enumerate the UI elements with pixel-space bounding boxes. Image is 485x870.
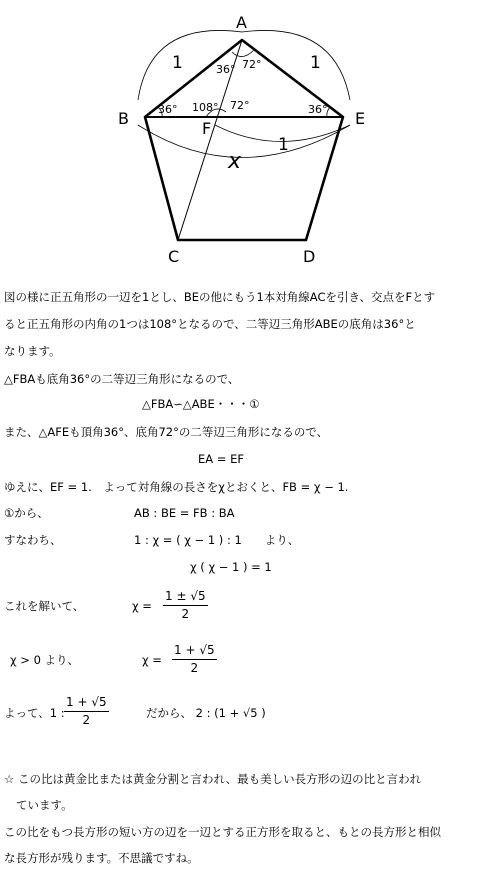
note-line1: ☆ この比は黄金比または黄金分割と言われ、最も美しい長方形の辺の比と言われ [4,772,422,786]
note-line3: この比をもつ長方形の短い方の辺を一辺とする正方形を取ると、もとの長方形と相似 [4,825,441,839]
para1-line3: なります。 [4,344,61,358]
edge-label-ab: 1 [172,53,183,73]
solution-x-equals: χ = [132,599,152,613]
solution-denominator: 2 [181,607,190,621]
similarity-statement: △FBA∽△ABE・・・① [142,397,260,411]
para7-label: ①から、 [4,506,49,520]
positive-x-equals: χ = [142,653,162,667]
ea-equals-ef: EA = EF [198,452,244,466]
arc-be [138,125,350,158]
vertex-d: D [303,247,316,266]
ratio-equation: AB : BE = FB : BA [134,506,235,520]
angle-b-36: 36° [158,103,178,116]
para1-line2: ると正五角形の内角の1つは108°となるので、二等辺三角形ABEの底角は36°と [4,317,416,331]
vertex-b: B [118,109,129,128]
para2: △FBAも底角36°の二等辺三角形になるので、 [4,372,240,386]
pentagon-figure [0,0,485,275]
angle-e-36: 36° [308,103,328,116]
angle-a-72: 72° [242,58,262,71]
para12-label: よって、1 : [4,706,65,720]
vertex-c: C [168,247,180,266]
angle-arc-a [232,50,254,57]
para1-line1: 図の様に正五角形の一辺を1とし、BEの他にもう1本対角線ACを引き、交点をFとす [4,290,436,304]
golden-numerator: 1 + √5 [64,694,109,712]
angle-f-72: 72° [230,99,250,112]
para11-label: χ > 0 より、 [10,653,80,667]
para6: ゆえに、EF = 1. よって対角線の長さをχとおくと、FB = χ − 1. [4,480,349,494]
angle-a-36: 36° [216,63,236,76]
golden-ratio-statement: だから、 2 : (1 + √5 ) [146,706,266,720]
para10-label: これを解いて、 [4,599,85,613]
edge-label-ae: 1 [310,53,321,73]
positive-numerator: 1 + √5 [172,642,217,660]
solution-fraction [163,588,208,623]
vertex-a: A [236,13,247,32]
para8-label: すなわち、 [4,533,62,547]
vertex-f: F [202,119,212,138]
note-line4: な長方形が残ります。不思議ですね。 [4,851,199,865]
vertex-e: E [355,109,366,128]
edge-label-be: x [228,149,242,174]
proportion-equation: 1 : χ = ( χ − 1 ) : 1 より、 [134,533,300,547]
golden-denominator: 2 [82,713,91,727]
positive-denominator: 2 [190,661,199,675]
angle-f-108: 108° [192,101,219,114]
para4: また、△AFEも頂角36°、底角72°の二等辺三角形になるので、 [4,425,329,439]
edge-label-fe: 1 [278,135,289,155]
solution-numerator: 1 ± √5 [163,588,208,606]
note-line2: ています。 [16,798,73,812]
golden-ratio-fraction [64,694,109,729]
quadratic-equation: χ ( χ − 1 ) = 1 [190,560,272,574]
positive-solution-fraction [172,642,217,677]
